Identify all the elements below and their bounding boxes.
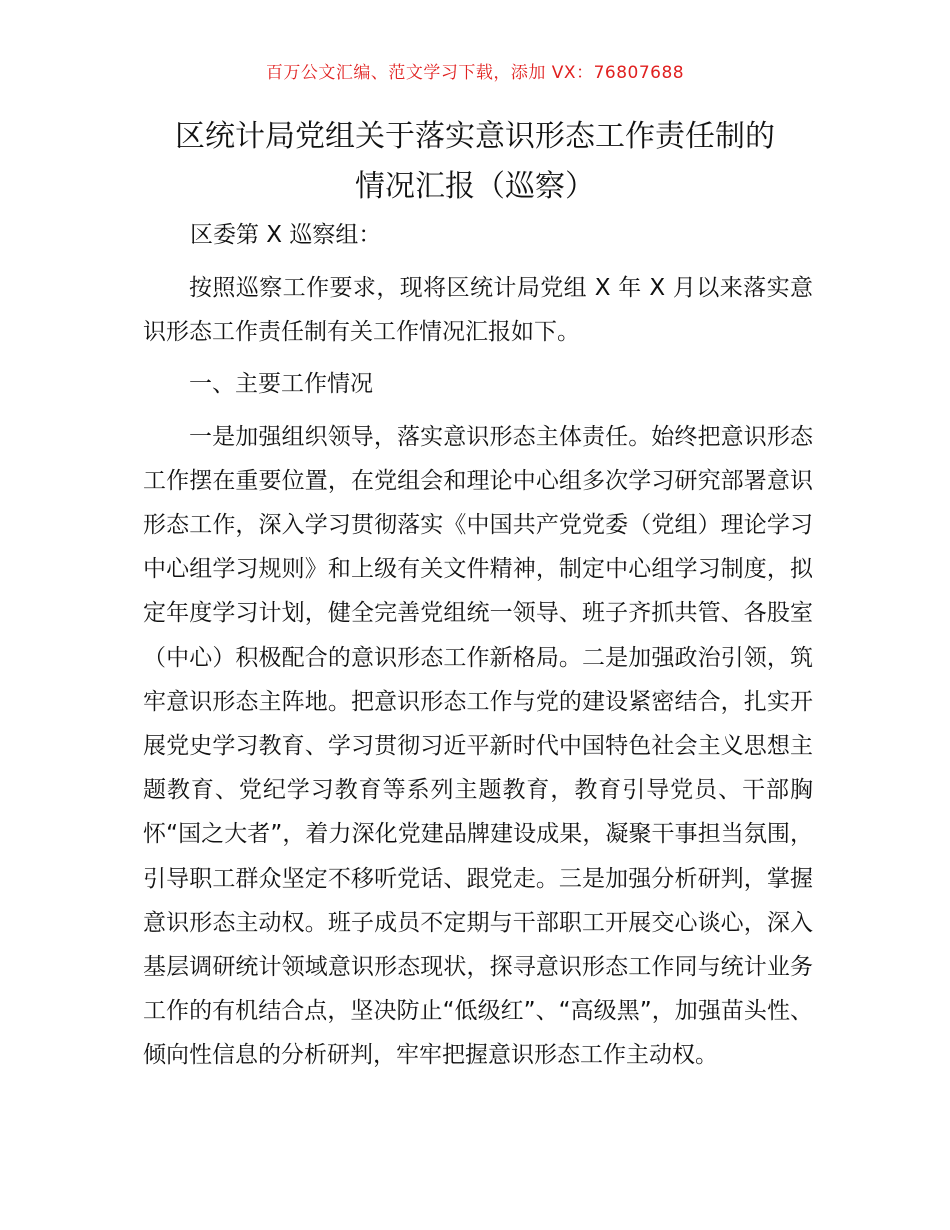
header-note: 百万公文汇编、范文学习下载，添加 VX：76807688 [265, 63, 685, 83]
intro-paragraph: 按照巡察工作要求，现将区统计局党组 X 年 X 月以来落实意识形态工作责任制有关工作情况汇报如下。 [143, 275, 813, 346]
document-title [120, 112, 830, 212]
title-line-1: 区统计局党组关于落实意识形态工作责任制的 [175, 119, 775, 154]
salutation: 区委第 X 巡察组： [190, 222, 382, 248]
section-heading: 一、主要工作情况 [189, 371, 373, 398]
title-line-2: 情况汇报（巡察） [355, 169, 595, 204]
document-body [143, 266, 813, 1086]
section-body-paragraph: 一是加强组织领导，落实意识形态主体责任。始终把意识形态工作摆在重要位置，在党组会和理论中心组多次学习研究部署意识形态工作，深入学习贯彻落实《中国共产党党委（党组）理论学习中心组学习规则》和上级有关文件精神，制定中心组学习制度，拟定年度学习计划，健全完善党组统一领导、班子齐抓共管、各股室（中心）积极配合的意识形态工作新格局。二是加强政治引领，筑牢意识形态主阵地。把意识形态工作与党的建设紧密结合，扎实开展党史学习教育、学习贯彻习近平新时代中国特色社会主义思想主题教育、党纪学习教育等系列主题教育，教育引导党员、干部胸怀“国之大者”，着力深化党建品牌建设成果，凝聚干事担当氛围，引导职工群众坚定不移听党话、跟党走。三是加强分析研判，掌握意识形态主动权。班子成员不定期与干部职工开展交心谈心，深入基层调研统计领域意识形态现状，探寻意识形态工作同与统计业务工作的有机结合点，坚决防止“低级红”、“高级黑”，加强苗头性、倾向性信息的分析研判，牢牢把握意识形态工作主动权。 [143, 423, 813, 1069]
